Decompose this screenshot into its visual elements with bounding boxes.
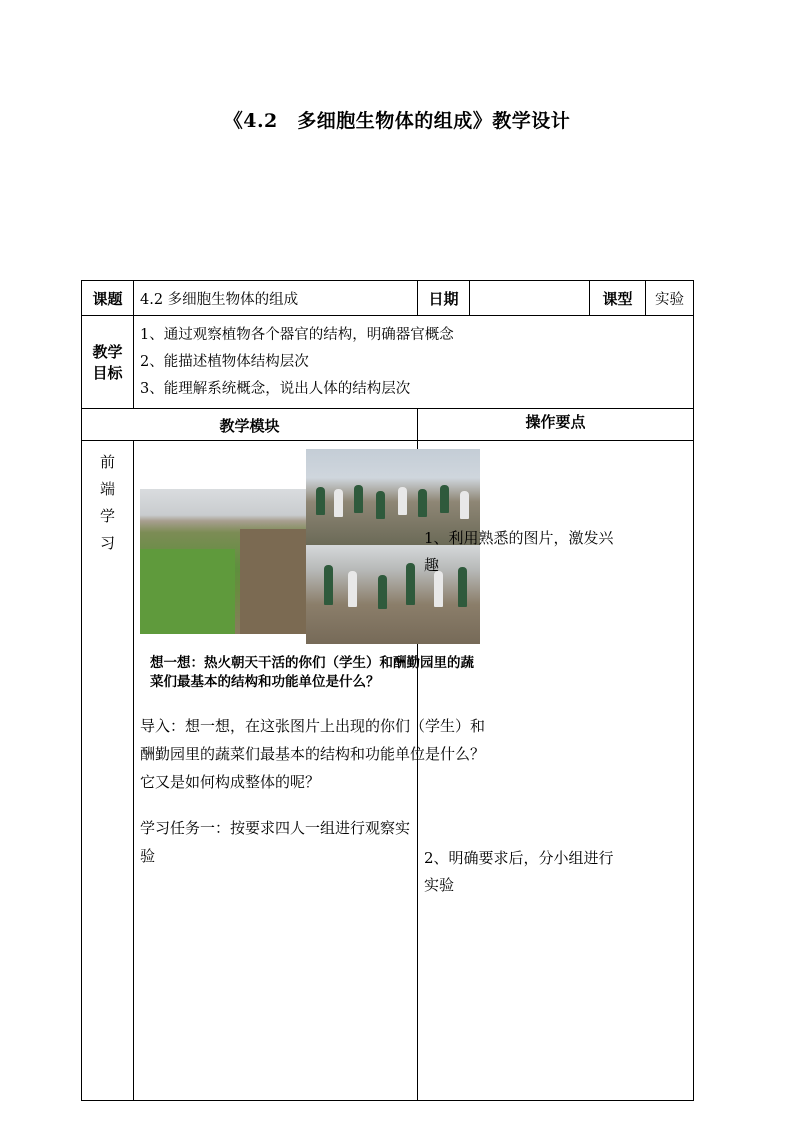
column-header-row	[82, 409, 694, 441]
operation-points	[418, 441, 694, 1101]
header-row	[82, 281, 694, 316]
learning-task: 学习任务一：按要求四人一组进行观察实验	[140, 819, 411, 865]
type-label: 课型	[590, 281, 646, 316]
goals-label-line1: 教学	[92, 343, 123, 361]
goal-item: 3、能理解系统概念，说出人体的结构层次	[140, 380, 411, 397]
section-label-char: 前	[99, 453, 115, 471]
goals-row	[82, 316, 694, 409]
think-question: 想一想：热火朝天干活的你们（学生）和酬勤园里的蔬菜们最基本的结构和功能单位是什么？	[150, 655, 474, 690]
vegetable-garden-photo	[140, 489, 308, 634]
section-label-char: 习	[99, 534, 115, 552]
goal-item: 1、通过观察植物各个器官的结构，明确器官概念	[140, 326, 454, 343]
topic-value: 4.2 多细胞生物体的组成	[134, 281, 418, 316]
intro-paragraph: 导入：想一想，在这张图片上出现的你们（学生）和酬勤园里的蔬菜们最基本的结构和功能单位是什么？它又是如何构成整体的呢？	[140, 717, 486, 791]
page-title: 《4.2 多细胞生物体的组成》教学设计	[223, 110, 571, 132]
section-label	[82, 441, 134, 1101]
module-content	[134, 441, 486, 1101]
goal-item: 2、能描述植物体结构层次	[140, 353, 309, 370]
points-header: 操作要点	[418, 409, 694, 441]
date-value	[470, 281, 590, 316]
module-header: 教学模块	[82, 409, 418, 441]
operation-note: 2、明确要求后，分小组进行实验	[424, 849, 614, 894]
topic-label: 课题	[82, 281, 134, 316]
goals-label	[82, 316, 134, 409]
date-label: 日期	[418, 281, 470, 316]
goals-label-line2: 目标	[92, 364, 123, 382]
type-value: 实验	[646, 281, 694, 316]
lesson-plan-table	[81, 280, 694, 1101]
section-label-char: 学	[99, 507, 115, 525]
operation-note: 1、利用熟悉的图片，激发兴趣	[424, 529, 614, 574]
goals-list	[134, 316, 694, 409]
section-label-char: 端	[99, 480, 115, 498]
section-row	[82, 441, 694, 1101]
